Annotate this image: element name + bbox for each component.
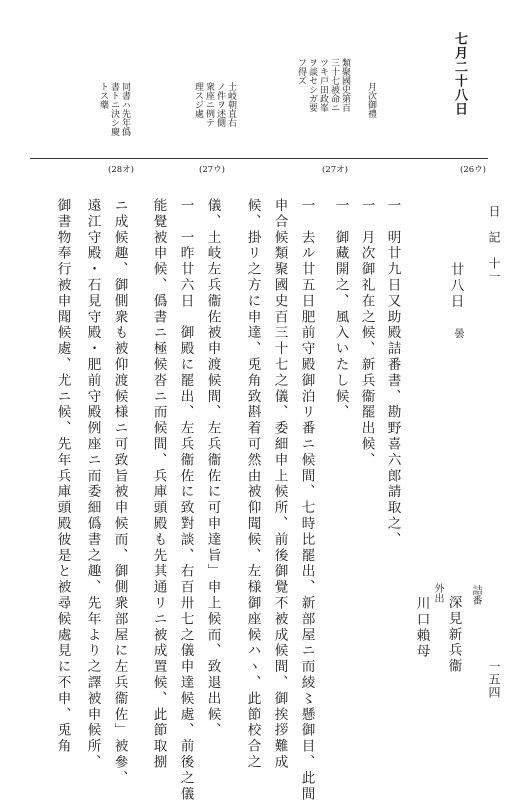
text-line: 儀、土岐左兵衞佐被申渡候間、左兵衞佐に可申達旨」申上候而、致退出候、 xyxy=(204,198,221,739)
header-subnote: 土岐朝直右 ノ件ヲ述側 衆座ニ例テ 理スジ處 xyxy=(193,82,236,127)
duty-label: 詰番 xyxy=(470,585,481,605)
text-line: 一 去ル廿五日肥前守殿御泊リ番ニ候間、七時比罷出、新部屋ニ而綾〻懸御目、此間 xyxy=(298,198,315,802)
text-line: 候、掛リ之方に申達、兎角致斟着可然由被仰聞候、左様御座候ハヽ、此節校合之 xyxy=(244,198,261,771)
text-line: 一 明廿九日又助殿詰番書、勘野喜六郎請取之、 xyxy=(384,198,401,548)
folio-ref: (28オ) xyxy=(108,165,134,175)
text-line: 能覺被申候、僞書ニ極候沓ニ而候間、兵庫頭殿も先其通リニ被成置候、此節取捌 xyxy=(150,198,167,771)
text-line: ニ成候趣、御側衆も被仰渡候様ニ可致旨被申候而、御側衆部屋に左兵衞佐」被參、 xyxy=(111,198,128,787)
header-subnote: 類聚國史第百 三十七被命ニ ツキ戸田政峯 ヲ談セシガ要 フ得ズ xyxy=(296,58,350,112)
page-number: 一五四 xyxy=(487,660,501,699)
text-line: 御書物奉行被申聞候處、尤ニ候、先年兵庫頭殿彼是と被尋候處見に不申、兎角 xyxy=(54,198,71,755)
text-line: 申合候類聚國史百三十七之儀、委細申上候所、前後御覺不被成候間、御挨拶難成 xyxy=(271,198,288,771)
duty-name: 深見新兵衞 xyxy=(445,595,462,675)
text-line: 一 御藏開之、風入いたし候、 xyxy=(332,198,349,421)
entry-weather: 曇 xyxy=(452,328,463,338)
folio-ref: (26ウ) xyxy=(460,165,486,175)
folio-ref: (27ウ) xyxy=(199,165,225,175)
entry-day: 廿八日 xyxy=(447,262,464,310)
duty-name: 川口賴母 xyxy=(413,596,430,660)
duty-label: 外出 xyxy=(432,583,443,603)
book-title: 日 記 十一 xyxy=(487,205,501,283)
text-line: 一 月次御礼在之候、新兵衞罷出候、 xyxy=(358,198,375,469)
folio-ref: (27オ) xyxy=(322,165,348,175)
header-subnote: 月次御禮 xyxy=(366,82,376,118)
header-divider xyxy=(30,158,488,159)
header-date: 七月二十八日 xyxy=(452,32,467,116)
text-line: 一 一昨廿六日 御殿に罷出、左兵衞佐に致對談、右百卅七之儀申達候處、前後之儀 xyxy=(177,198,194,802)
header-subnote: 同書ハ先年僞 書トニ決シ慶 トス藥 xyxy=(98,82,130,136)
text-line: 遠江守殿・石見守殿・肥前守殿例座ニ而委細僞書之趣、先年より之譯被申候所、 xyxy=(84,198,101,771)
